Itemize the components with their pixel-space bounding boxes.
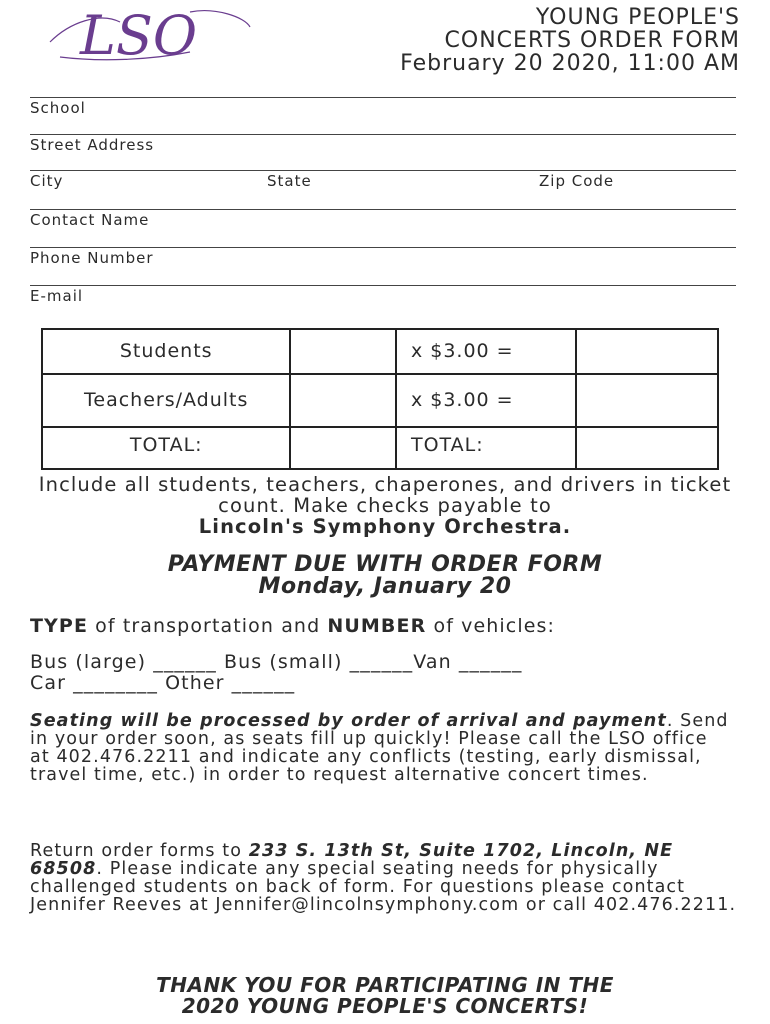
seating-info [30, 712, 730, 784]
teachers-adults-label: Teachers/Adults [42, 374, 290, 427]
teachers-amount-cell[interactable] [576, 374, 718, 427]
transport-mid: of transportation and [88, 615, 328, 637]
vehicle-line-2: Car ________ Other ______ [30, 672, 296, 694]
total-label-left: TOTAL: [42, 427, 290, 469]
payment-due-heading [0, 554, 770, 598]
return-start: Return order forms to [30, 841, 249, 861]
seating-rest-text: . Send in your order soon, as seats fill up quickly! Please call the LSO office at 402.476.2211 and indicate any conflicts (testing, early dismissal, travel time, etc.) in order to request alternative concert times. [30, 711, 729, 785]
table-row [42, 329, 718, 374]
table-row [42, 427, 718, 469]
form-title [400, 6, 740, 75]
table-row [42, 374, 718, 427]
school-field[interactable] [30, 97, 736, 117]
contact-name-label: Contact Name [30, 211, 150, 229]
payee-name: Lincoln's Symphony Orchestra. [198, 515, 572, 538]
include-note-text: Include all students, teachers, chaperones, and drivers in ticket count. Make checks payable to [38, 473, 732, 517]
transport-instruction [30, 616, 746, 637]
number-word: NUMBER [327, 615, 427, 637]
seating-bold-text: Seating will be processed by order of arrival and payment [30, 711, 667, 731]
street-address-field[interactable] [30, 134, 736, 154]
logo-text: LSO [80, 4, 198, 67]
include-note [22, 474, 748, 537]
transport-end: of vehicles: [426, 615, 555, 637]
teachers-rate: x $3.00 = [396, 374, 576, 427]
phone-number-label: Phone Number [30, 249, 154, 267]
phone-number-field[interactable] [30, 247, 736, 267]
students-label: Students [42, 329, 290, 374]
state-label: State [267, 172, 312, 190]
type-word: TYPE [30, 615, 89, 637]
thank-you-line-1: THANK YOU FOR PARTICIPATING IN THE [156, 973, 614, 997]
payment-due-date: Monday, January 20 [258, 574, 512, 599]
students-amount-cell[interactable] [576, 329, 718, 374]
title-line-3: February 20 2020, 11:00 AM [400, 51, 740, 76]
title-line-2: CONCERTS ORDER FORM [444, 28, 740, 53]
students-rate: x $3.00 = [396, 329, 576, 374]
zip-code-label: Zip Code [539, 172, 615, 190]
vehicle-line-1: Bus (large) ______ Bus (small) ______Van ______ [30, 651, 523, 673]
thank-you-message [0, 975, 770, 1017]
email-label: E-mail [30, 287, 84, 305]
total-amount-cell[interactable] [576, 427, 718, 469]
school-label: School [30, 99, 86, 117]
students-count-cell[interactable] [290, 329, 396, 374]
total-count-cell[interactable] [290, 427, 396, 469]
return-rest: . Please indicate any special seating needs for physically challenged students on back of form. For questions please contact Jennifer Reeves at Jennifer@lincolnsymphony.com or call 402.476.2211. [30, 859, 737, 915]
contact-name-field[interactable] [30, 209, 736, 229]
ticket-order-table [41, 328, 719, 470]
email-field[interactable] [30, 285, 736, 305]
return-address: 233 S. 13th St, Suite 1702, Lincoln, NE 68508 [30, 841, 674, 879]
vehicle-blanks[interactable] [30, 652, 746, 694]
thank-you-line-2: 2020 YOUNG PEOPLE'S CONCERTS! [181, 994, 589, 1018]
teachers-count-cell[interactable] [290, 374, 396, 427]
city-label: City [30, 172, 64, 190]
street-address-label: Street Address [30, 136, 155, 154]
lso-logo [40, 2, 260, 72]
total-label-right: TOTAL: [396, 427, 576, 469]
payment-due-line-1: PAYMENT DUE WITH ORDER FORM [167, 552, 603, 577]
city-state-zip-field[interactable] [30, 170, 736, 190]
title-line-1: YOUNG PEOPLE'S [535, 5, 740, 30]
lso-logo-graphic [40, 2, 260, 72]
return-info [30, 842, 740, 914]
